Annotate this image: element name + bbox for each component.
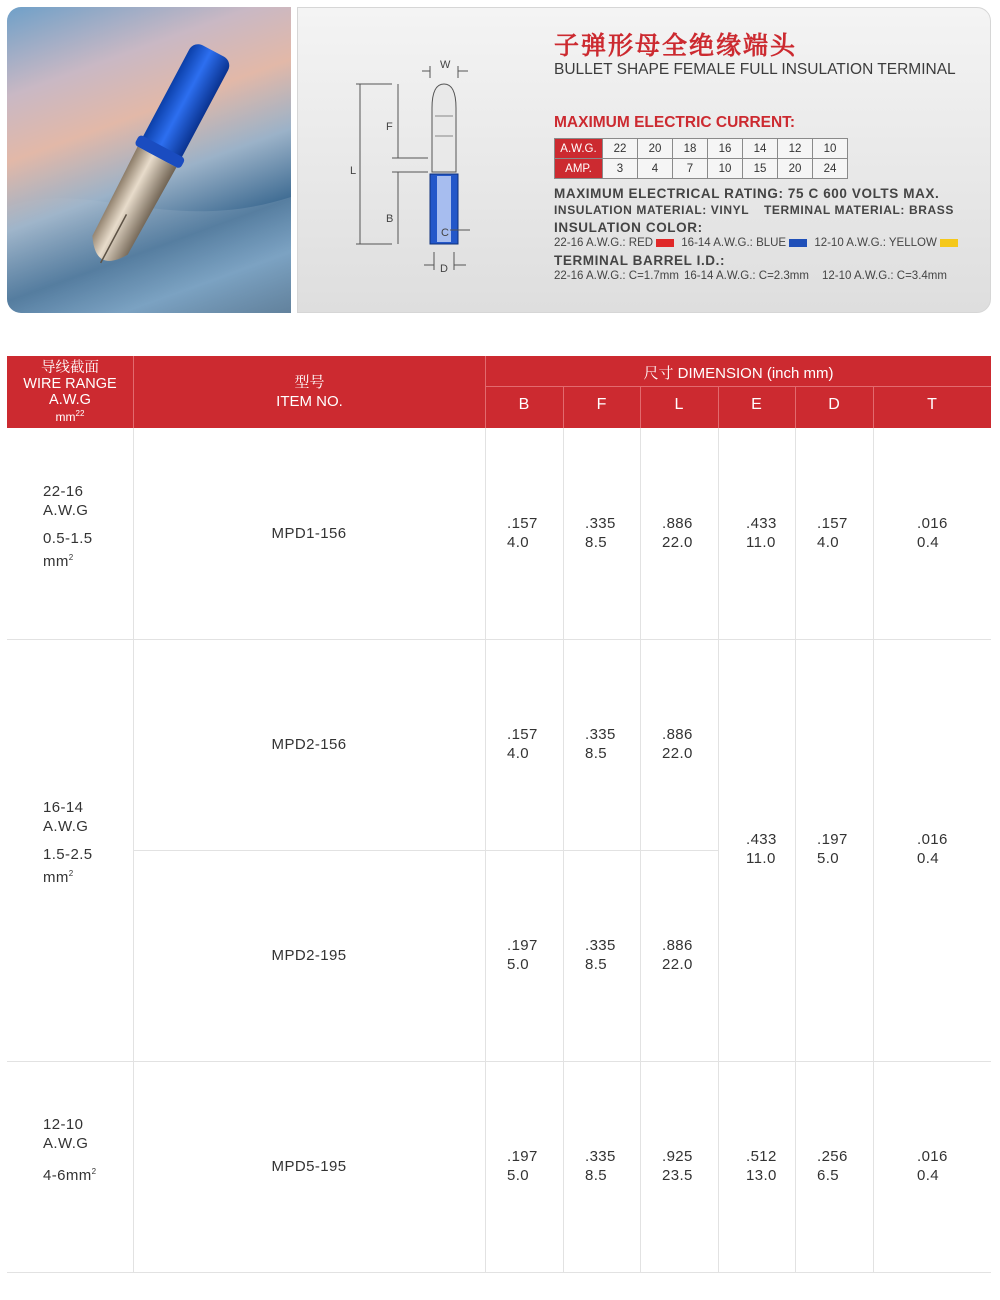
- wire-range-mm: 1.5-2.5: [43, 846, 93, 863]
- t-cell-line: 0.4: [917, 850, 940, 867]
- insulation-colors: [554, 237, 962, 249]
- d-cell-line: 6.5: [817, 1166, 840, 1184]
- e-cell-line: 13.0: [746, 1166, 777, 1184]
- awg-value: 16: [708, 139, 743, 159]
- dimension-table: [7, 356, 991, 1276]
- b-cell-line: .197: [507, 936, 538, 954]
- dim-col-b: B: [518, 396, 530, 413]
- awg-value: 12: [778, 139, 813, 159]
- column-divider: [485, 428, 486, 1272]
- amp-value: 20: [778, 159, 813, 179]
- b-cell-line: 5.0: [507, 955, 530, 973]
- f-cell-line: .335: [585, 936, 616, 954]
- d-cell: [817, 514, 848, 552]
- wire-range-text: A.W.G: [43, 1134, 89, 1152]
- d-cell-line: .197: [817, 831, 848, 848]
- d-cell: [817, 830, 848, 868]
- wire-range-text: 12-10: [43, 1115, 84, 1133]
- t-cell: [917, 830, 948, 868]
- b-cell-line: .197: [507, 1147, 538, 1165]
- barrel-3: 12-10 A.W.G.: C=3.4mm: [822, 270, 947, 282]
- f-cell-line: 8.5: [585, 744, 608, 762]
- wire-range-mm: 0.5-1.5: [43, 529, 93, 547]
- group-divider: [7, 1272, 991, 1273]
- column-divider: [873, 428, 874, 1272]
- f-cell-line: .335: [585, 725, 616, 743]
- wire-range-awg: A.W.G: [49, 392, 91, 408]
- item-cn: 型号: [294, 374, 325, 391]
- dim-col-f: F: [596, 396, 607, 413]
- column-divider: [133, 428, 134, 1272]
- column-divider: [640, 428, 641, 1272]
- awg-row: [555, 139, 848, 159]
- dim-col-e: E: [751, 396, 762, 413]
- f-cell: [585, 936, 616, 974]
- f-cell: [585, 725, 616, 763]
- wire-range-cn: 导线截面: [41, 360, 99, 376]
- wire-range-mm-unit: [43, 548, 133, 571]
- e-cell: [746, 514, 777, 552]
- column-divider: [563, 428, 564, 1272]
- dimension-header: 尺寸 DIMENSION (inch mm): [643, 365, 834, 382]
- awg-value: 10: [813, 139, 848, 159]
- page-title-en: BULLET SHAPE FEMALE FULL INSULATION TERMINAL: [554, 61, 956, 78]
- amp-value: 7: [673, 159, 708, 179]
- dim-c-label: C: [441, 227, 449, 239]
- item-en: ITEM NO.: [276, 393, 343, 410]
- b-cell: [507, 725, 538, 763]
- f-cell-line: 8.5: [585, 1166, 608, 1184]
- awg-value: 18: [673, 139, 708, 159]
- red-swatch: [656, 239, 674, 247]
- d-cell-line: 4.0: [817, 533, 840, 551]
- f-cell: [585, 1147, 616, 1185]
- barrel-1: 22-16 A.W.G.: C=1.7mm: [554, 270, 679, 282]
- l-cell-line: 23.5: [662, 1166, 693, 1184]
- d-cell-line: .157: [817, 514, 848, 532]
- group-divider: [7, 639, 991, 640]
- superscript-2: 2: [91, 1166, 97, 1176]
- wire-range-cell: [43, 1115, 133, 1185]
- l-cell: [662, 514, 693, 552]
- item-number: MPD5-195: [271, 1157, 347, 1175]
- row-divider: [133, 850, 718, 851]
- column-divider: [795, 428, 796, 1272]
- item-number: MPD2-195: [271, 946, 347, 964]
- amp-value: 24: [813, 159, 848, 179]
- current-heading: MAXIMUM ELECTRIC CURRENT:: [554, 114, 796, 131]
- b-cell-line: .157: [507, 514, 538, 532]
- terminal-photo-illustration: [7, 7, 291, 313]
- product-photo: [7, 7, 291, 313]
- b-cell: [507, 1147, 538, 1185]
- superscript-2: 2: [68, 552, 74, 562]
- barrel-2: 16-14 A.W.G.: C=2.3mm: [684, 270, 809, 282]
- wire-range-mm-unit: [43, 864, 133, 887]
- wire-range-text: A.W.G: [43, 818, 89, 835]
- l-cell: [662, 936, 693, 974]
- color-yellow-label: 12-10 A.W.G.: YELLOW: [814, 237, 937, 249]
- page-title-cn: 子弹形母全绝缘端头: [554, 31, 798, 60]
- f-cell: [585, 514, 616, 552]
- l-cell-line: .886: [662, 514, 693, 532]
- color-blue-label: 16-14 A.W.G.: BLUE: [681, 237, 787, 249]
- dim-f-label: F: [386, 121, 393, 133]
- current-table: [554, 138, 848, 179]
- l-cell-line: .886: [662, 936, 693, 954]
- wire-range-text: A.W.G: [43, 501, 89, 519]
- dim-col-t: T: [927, 396, 937, 413]
- barrel-heading: TERMINAL BARREL I.D.:: [554, 253, 726, 268]
- wire-range-text: 22-16: [43, 482, 84, 500]
- amp-value: 4: [638, 159, 673, 179]
- t-cell-line: .016: [917, 1147, 948, 1165]
- awg-value: 14: [743, 139, 778, 159]
- l-cell: [662, 1147, 693, 1185]
- t-cell-line: .016: [917, 514, 948, 532]
- b-cell-line: 4.0: [507, 744, 530, 762]
- f-cell-line: 8.5: [585, 955, 608, 973]
- dim-w-label: W: [440, 59, 451, 71]
- item-number: MPD1-156: [271, 524, 347, 542]
- wire-range-text: 16-14: [43, 799, 84, 816]
- dim-col-l: L: [674, 396, 684, 413]
- awg-value: 22: [603, 139, 638, 159]
- wire-range-mm: $mm^2$: [55, 409, 80, 424]
- d-cell: [817, 1147, 848, 1185]
- wire-range-en: WIRE RANGE: [23, 376, 117, 392]
- d-cell-line: .256: [817, 1147, 848, 1165]
- l-cell-line: .886: [662, 725, 693, 743]
- f-cell-line: .335: [585, 1147, 616, 1165]
- yellow-swatch: [940, 239, 958, 247]
- wire-range-header: 导线截面 WIRE RANGE A.W.G $mm^{22}$: [7, 360, 133, 423]
- amp-value: 10: [708, 159, 743, 179]
- terminal-dimension-diagram: [346, 56, 526, 276]
- t-cell-line: 0.4: [917, 1166, 940, 1184]
- t-cell: [917, 1147, 948, 1185]
- wire-range-cell: [43, 798, 133, 887]
- mm-unit-text: mm: [43, 869, 69, 886]
- rating-text: MAXIMUM ELECTRICAL RATING: 75 C 600 VOLTS MAX.: [554, 186, 940, 201]
- mm-unit-text: mm: [43, 552, 69, 570]
- t-cell-line: 0.4: [917, 533, 940, 551]
- e-cell-line: 11.0: [746, 850, 776, 867]
- amp-value: 3: [603, 159, 638, 179]
- amp-row: [555, 159, 848, 179]
- amp-value: 15: [743, 159, 778, 179]
- blue-swatch: [789, 239, 807, 247]
- wire-range-cell: [43, 482, 133, 571]
- t-cell-line: .016: [917, 831, 948, 848]
- l-cell-line: .925: [662, 1147, 693, 1165]
- e-cell: [746, 1147, 777, 1185]
- l-cell: [662, 725, 693, 763]
- group-divider: [7, 1061, 991, 1062]
- superscript-2: 2: [75, 409, 80, 418]
- dim-col-d: D: [828, 396, 840, 413]
- dim-l-label: L: [350, 165, 357, 177]
- insulation-color-heading: INSULATION COLOR:: [554, 220, 703, 235]
- l-cell-line: 22.0: [662, 955, 693, 973]
- e-cell-line: .433: [746, 831, 777, 848]
- dim-d-label: D: [440, 263, 448, 275]
- item-header: [134, 373, 485, 411]
- b-cell-line: 5.0: [507, 1166, 530, 1184]
- t-cell: [917, 514, 948, 552]
- wire-range-mm: $4-6mm^2$: [43, 1166, 97, 1184]
- amp-label: AMP.: [555, 159, 603, 179]
- b-cell-line: .157: [507, 725, 538, 743]
- b-cell-line: 4.0: [507, 533, 530, 551]
- superscript-2: 2: [68, 869, 74, 878]
- awg-label: A.W.G.: [555, 139, 603, 159]
- b-cell: [507, 514, 538, 552]
- e-cell: [746, 830, 777, 868]
- e-cell-line: .512: [746, 1147, 777, 1165]
- terminal-material: TERMINAL MATERIAL: BRASS: [764, 203, 954, 217]
- b-cell: [507, 936, 538, 974]
- f-cell-line: 8.5: [585, 533, 608, 551]
- d-cell-line: 5.0: [817, 850, 840, 867]
- insulation-material: INSULATION MATERIAL: VINYL: [554, 203, 750, 217]
- e-cell-line: .433: [746, 514, 777, 532]
- awg-value: 20: [638, 139, 673, 159]
- column-divider: [718, 428, 719, 1272]
- color-red-label: 22-16 A.W.G.: RED: [554, 237, 654, 249]
- e-cell-line: 11.0: [746, 533, 776, 551]
- l-cell-line: 22.0: [662, 533, 693, 551]
- f-cell-line: .335: [585, 514, 616, 532]
- dim-b-label: B: [386, 213, 394, 225]
- spec-panel: [297, 7, 991, 313]
- l-cell-line: 22.0: [662, 744, 693, 762]
- item-number: MPD2-156: [271, 735, 347, 753]
